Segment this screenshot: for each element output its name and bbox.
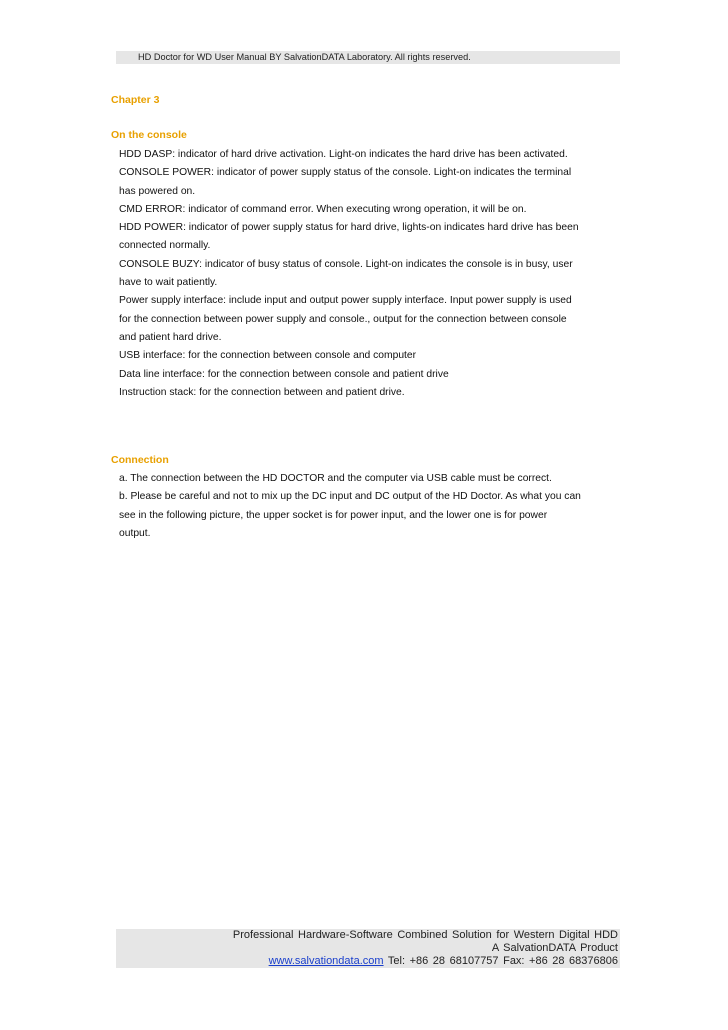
text-line: have to wait patiently.: [119, 277, 218, 289]
text-line: b. Please be careful and not to mix up the DC input and DC output of the HD Doctor. As what you can: [119, 491, 581, 503]
text-line: connected normally.: [119, 240, 211, 252]
text-line: see in the following picture, the upper socket is for power input, and the lower one is for power: [119, 509, 548, 521]
footer-product: A SalvationDATA Product: [491, 942, 618, 954]
text-line: CMD ERROR: indicator of command error. When executing wrong operation, it will be on.: [119, 203, 527, 215]
text-line: Data line interface: for the connection between console and patient drive: [119, 368, 449, 380]
page-header: HD Doctor for WD User Manual BY SalvationDATA Laboratory. All rights reserved.: [138, 52, 471, 62]
contact-numbers: Tel: +86 28 68107757 Fax: +86 28 68376806: [383, 955, 618, 967]
footer-tagline: Professional Hardware-Software Combined Solution for Western Digital HDD: [232, 929, 618, 941]
text-line: USB interface: for the connection between console and computer: [119, 350, 417, 362]
text-line: HDD DASP: indicator of hard drive activation. Light-on indicates the hard drive has been activated.: [119, 149, 568, 160]
connection-description: [119, 470, 624, 543]
text-line: CONSOLE POWER: indicator of power supply status of the console. Light-on indicates the terminal: [119, 167, 572, 179]
footer-contact: [116, 955, 618, 968]
console-description: [119, 146, 624, 402]
text-line: for the connection between power supply and console., output for the connection between console: [119, 313, 567, 325]
section-title-connection: Connection: [111, 454, 169, 466]
website-link[interactable]: www.salvationdata.com: [268, 955, 384, 967]
text-line: and patient hard drive.: [119, 331, 222, 343]
text-line: a. The connection between the HD DOCTOR and the computer via USB cable must be correct.: [119, 473, 552, 484]
section-title-console: On the console: [111, 129, 187, 141]
text-line: has powered on.: [119, 185, 196, 197]
chapter-title: Chapter 3: [111, 94, 160, 106]
text-line: Power supply interface: include input and output power supply interface. Input power supply is used: [119, 295, 572, 307]
text-line: Instruction stack: for the connection between and patient drive.: [119, 386, 405, 398]
text-line: HDD POWER: indicator of power supply status for hard drive, lights-on indicates hard drive has been: [119, 222, 579, 234]
text-line: output.: [119, 527, 151, 539]
text-line: CONSOLE BUZY: indicator of busy status of console. Light-on indicates the console is in busy, user: [119, 258, 573, 270]
